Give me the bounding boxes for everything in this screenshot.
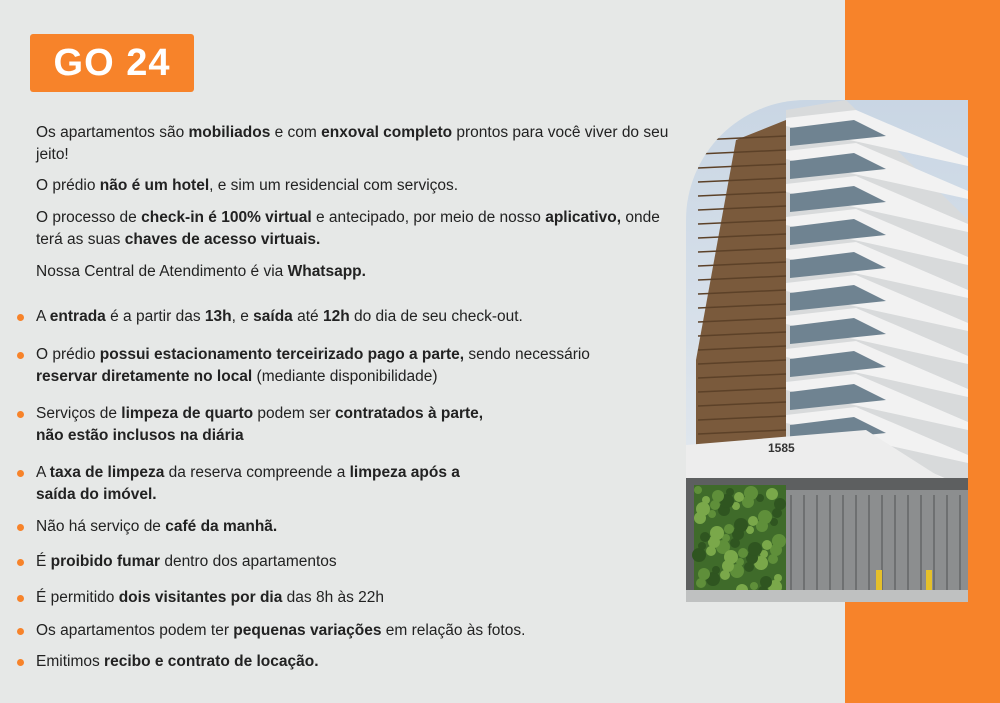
bullet-dot [17,470,24,477]
text: onde terá as suas [36,209,660,248]
rule-room-cleaning [36,403,676,447]
text: Serviços de [36,405,122,422]
bold-text: Whatsapp. [287,263,366,280]
text: prontos para você viver do seu jeito! [36,124,669,163]
text: e antecipado, por meio de nosso [311,209,546,226]
bold-text: não é um hotel [99,177,210,194]
rule-receipt-contract [36,651,676,673]
text: , e [231,308,254,325]
bold-text: chaves de acesso virtuais. [124,231,321,248]
text: podem ser [253,405,335,422]
bold-text: recibo e contrato de locação. [104,653,319,670]
text: das 8h às 22h [282,589,385,606]
bold-text: saída do imóvel. [36,486,157,503]
intro-paragraph-not-hotel [36,175,686,197]
rule-visitors [36,587,676,609]
text: , e sim um residencial com serviços. [209,177,459,194]
text: é a partir das [105,308,205,325]
bold-text: contratados à parte, [334,405,484,422]
bold-text: 13h [204,308,232,325]
text: até [292,308,323,325]
text: Os apartamentos são [36,124,189,141]
bullet-dot [17,559,24,566]
text: É permitido [36,589,119,606]
bold-text: 12h [322,308,350,325]
bullet-dot [17,352,24,359]
bold-text: taxa de limpeza [49,464,165,481]
rule-photo-variations [36,620,676,642]
bold-text: limpeza de quarto [121,405,254,422]
bold-text: pequenas variações [233,622,382,639]
text: Não há serviço de [36,518,166,535]
rule-parking [36,344,636,388]
text: em relação às fotos. [381,622,526,639]
text: Os apartamentos podem ter [36,622,234,639]
bold-text: saída [253,308,293,325]
bold-text: aplicativo, [545,209,622,226]
text: sendo necessário [464,346,590,363]
bullet-dot [17,628,24,635]
text: do dia de seu check-out. [349,308,523,325]
text: A [36,464,50,481]
bold-text: limpeza após a [349,464,460,481]
rule-cleaning-fee [36,462,676,506]
bullet-dot [17,524,24,531]
building-photo [686,100,968,602]
text: (mediante disponibilidade) [252,368,438,385]
text: O prédio [36,177,100,194]
text: Nossa Central de Atendimento é via [36,263,288,280]
text: e com [270,124,322,141]
intro-paragraph-whatsapp [36,261,686,283]
bold-text: café da manhã. [165,518,278,535]
intro-paragraph-furnished [36,122,676,166]
bold-text: possui estacionamento terceirizado pago a parte, [99,346,465,363]
logo-text: GO 24 [53,41,171,84]
text: É [36,553,51,570]
bold-text: entrada [49,308,106,325]
text: Emitimos [36,653,105,670]
bold-text: enxoval completo [321,124,453,141]
bullet-dot [17,595,24,602]
text: A [36,308,50,325]
bold-text: não estão inclusos na diária [36,427,244,444]
bold-text: mobiliados [188,124,271,141]
logo-badge [30,34,194,92]
rule-checkin-checkout [36,306,676,328]
bullet-dot [17,411,24,418]
rule-no-smoking [36,551,676,573]
building-number: 1585 [768,441,795,455]
text: O processo de [36,209,142,226]
bullet-dot [17,659,24,666]
bold-text: proibido fumar [50,553,161,570]
rule-breakfast [36,516,676,538]
bold-text: reservar diretamente no local [36,368,253,385]
bullet-dot [17,314,24,321]
intro-paragraph-checkin [36,207,676,251]
text: O prédio [36,346,100,363]
text: da reserva compreende a [164,464,350,481]
bold-text: check-in é 100% virtual [141,209,312,226]
bold-text: dois visitantes por dia [118,589,283,606]
text: dentro dos apartamentos [160,553,337,570]
